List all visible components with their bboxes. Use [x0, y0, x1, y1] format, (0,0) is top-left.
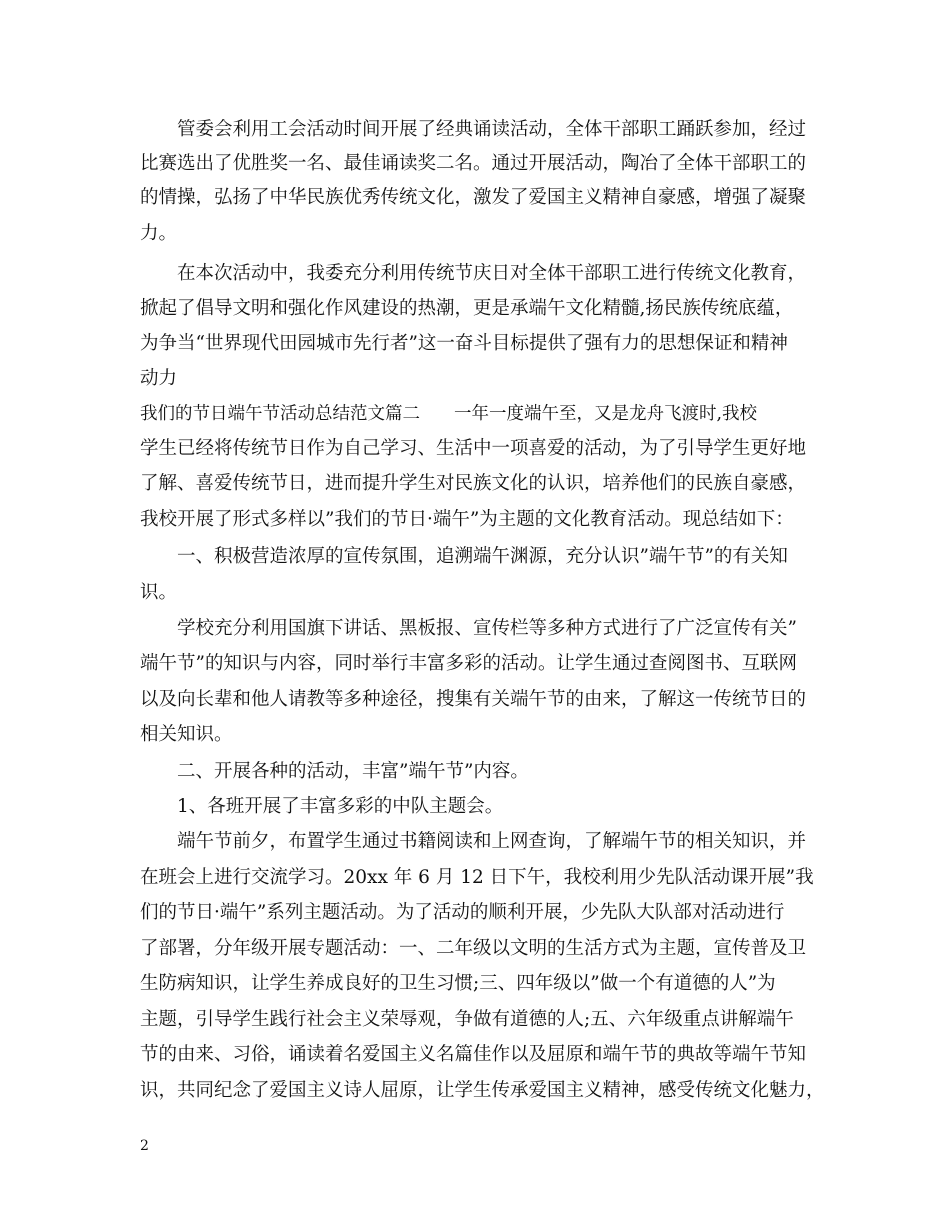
- text-line: 以及向长辈和他人请教等多种途径，搜集有关端午节的由来，了解这一传统节日的: [140, 689, 807, 710]
- text-line: 生防病知识，让学生养成良好的卫生习惯;三、四年级以”做一个有道德的人”为: [140, 973, 776, 994]
- text-line: 学校充分利用国旗下讲话、黑板报、宣传栏等多种方式进行了广泛宣传有关”: [177, 618, 797, 639]
- section-title: 我们的节日端午节活动总结范文篇二: [140, 404, 420, 424]
- text-line: 了解、喜爱传统节日，进而提升学生对民族文化的认识，培养他们的民族自豪感，: [140, 473, 807, 494]
- text-line: 了部署，分年级开展专题活动：一、二年级以文明的生活方式为主题，宣传普及卫: [140, 938, 807, 959]
- text-line: 的情操，弘扬了中华民族优秀传统文化，激发了爱国主义精神自豪感，增强了凝聚: [140, 187, 807, 208]
- text-line: 一、积极营造浓厚的宣传氛围，追溯端午渊源，充分认识”端午节”的有关知: [177, 546, 788, 567]
- text-line: 端午节”的知识与内容，同时举行丰富多彩的活动。让学生通过查阅图书、互联网: [140, 653, 797, 674]
- text-line: 为争当“世界现代田园城市先行者”这一奋斗目标提供了强有力的思想保证和精神: [140, 333, 788, 354]
- page-number: 2: [140, 1138, 149, 1154]
- text-line: 我校开展了形式多样以”我们的节日·端午”为主题的文化教育活动。现总结如下：: [140, 509, 794, 530]
- text-line: 识。: [140, 582, 178, 603]
- text-line: 在本次活动中，我委充分利用传统节庆日对全体干部职工进行传统文化教育，: [177, 263, 807, 284]
- text-line: 二、开展各种的活动，丰富”端午节”内容。: [177, 761, 529, 782]
- text-line: 力。: [140, 223, 178, 244]
- text-line: 节的由来、习俗，诵读着名爱国主义名篇佳作以及屈原和端午节的典故等端午节知: [140, 1044, 807, 1065]
- text-line: 端午节前夕，布置学生通过书籍阅读和上网查询，了解端午节的相关知识，并: [177, 831, 807, 852]
- text-line: 动力: [140, 368, 178, 389]
- text-line: 在班会上进行交流学习。20xx 年 6 月 12 日下午，我校利用少先队活动课开展”我: [140, 867, 814, 888]
- text-line: 们的节日·端午”系列主题活动。为了活动的顺利开展，少先队大队部对活动进行: [140, 902, 785, 923]
- text-line: 管委会利用工会活动时间开展了经典诵读活动，全体干部职工踊跃参加，经过: [177, 119, 807, 140]
- section-lead-text: 一年一度端午至，又是龙舟飞渡时,我校: [454, 404, 758, 424]
- text-line: 相关知识。: [140, 724, 233, 745]
- text-line: 学生已经将传统节日作为自己学习、生活中一项喜爱的活动，为了引导学生更好地: [140, 438, 807, 459]
- section-title-line: [140, 402, 830, 426]
- text-line: 比赛选出了优胜奖一名、最佳诵读奖二名。通过开展活动，陶冶了全体干部职工的: [140, 153, 807, 174]
- text-line: 1、各班开展了丰富多彩的中队主题会。: [177, 796, 504, 817]
- text-line: 主题，引导学生践行社会主义荣辱观，争做有道德的人;五、六年级重点讲解端午: [140, 1009, 794, 1030]
- text-line: 识，共同纪念了爱国主义诗人屈原，让学生传承爱国主义精神，感受传统文化魅力，: [140, 1080, 825, 1101]
- text-line: 掀起了倡导文明和强化作风建设的热潮，更是承端午文化精髓,扬民族传统底蕴，: [140, 298, 794, 319]
